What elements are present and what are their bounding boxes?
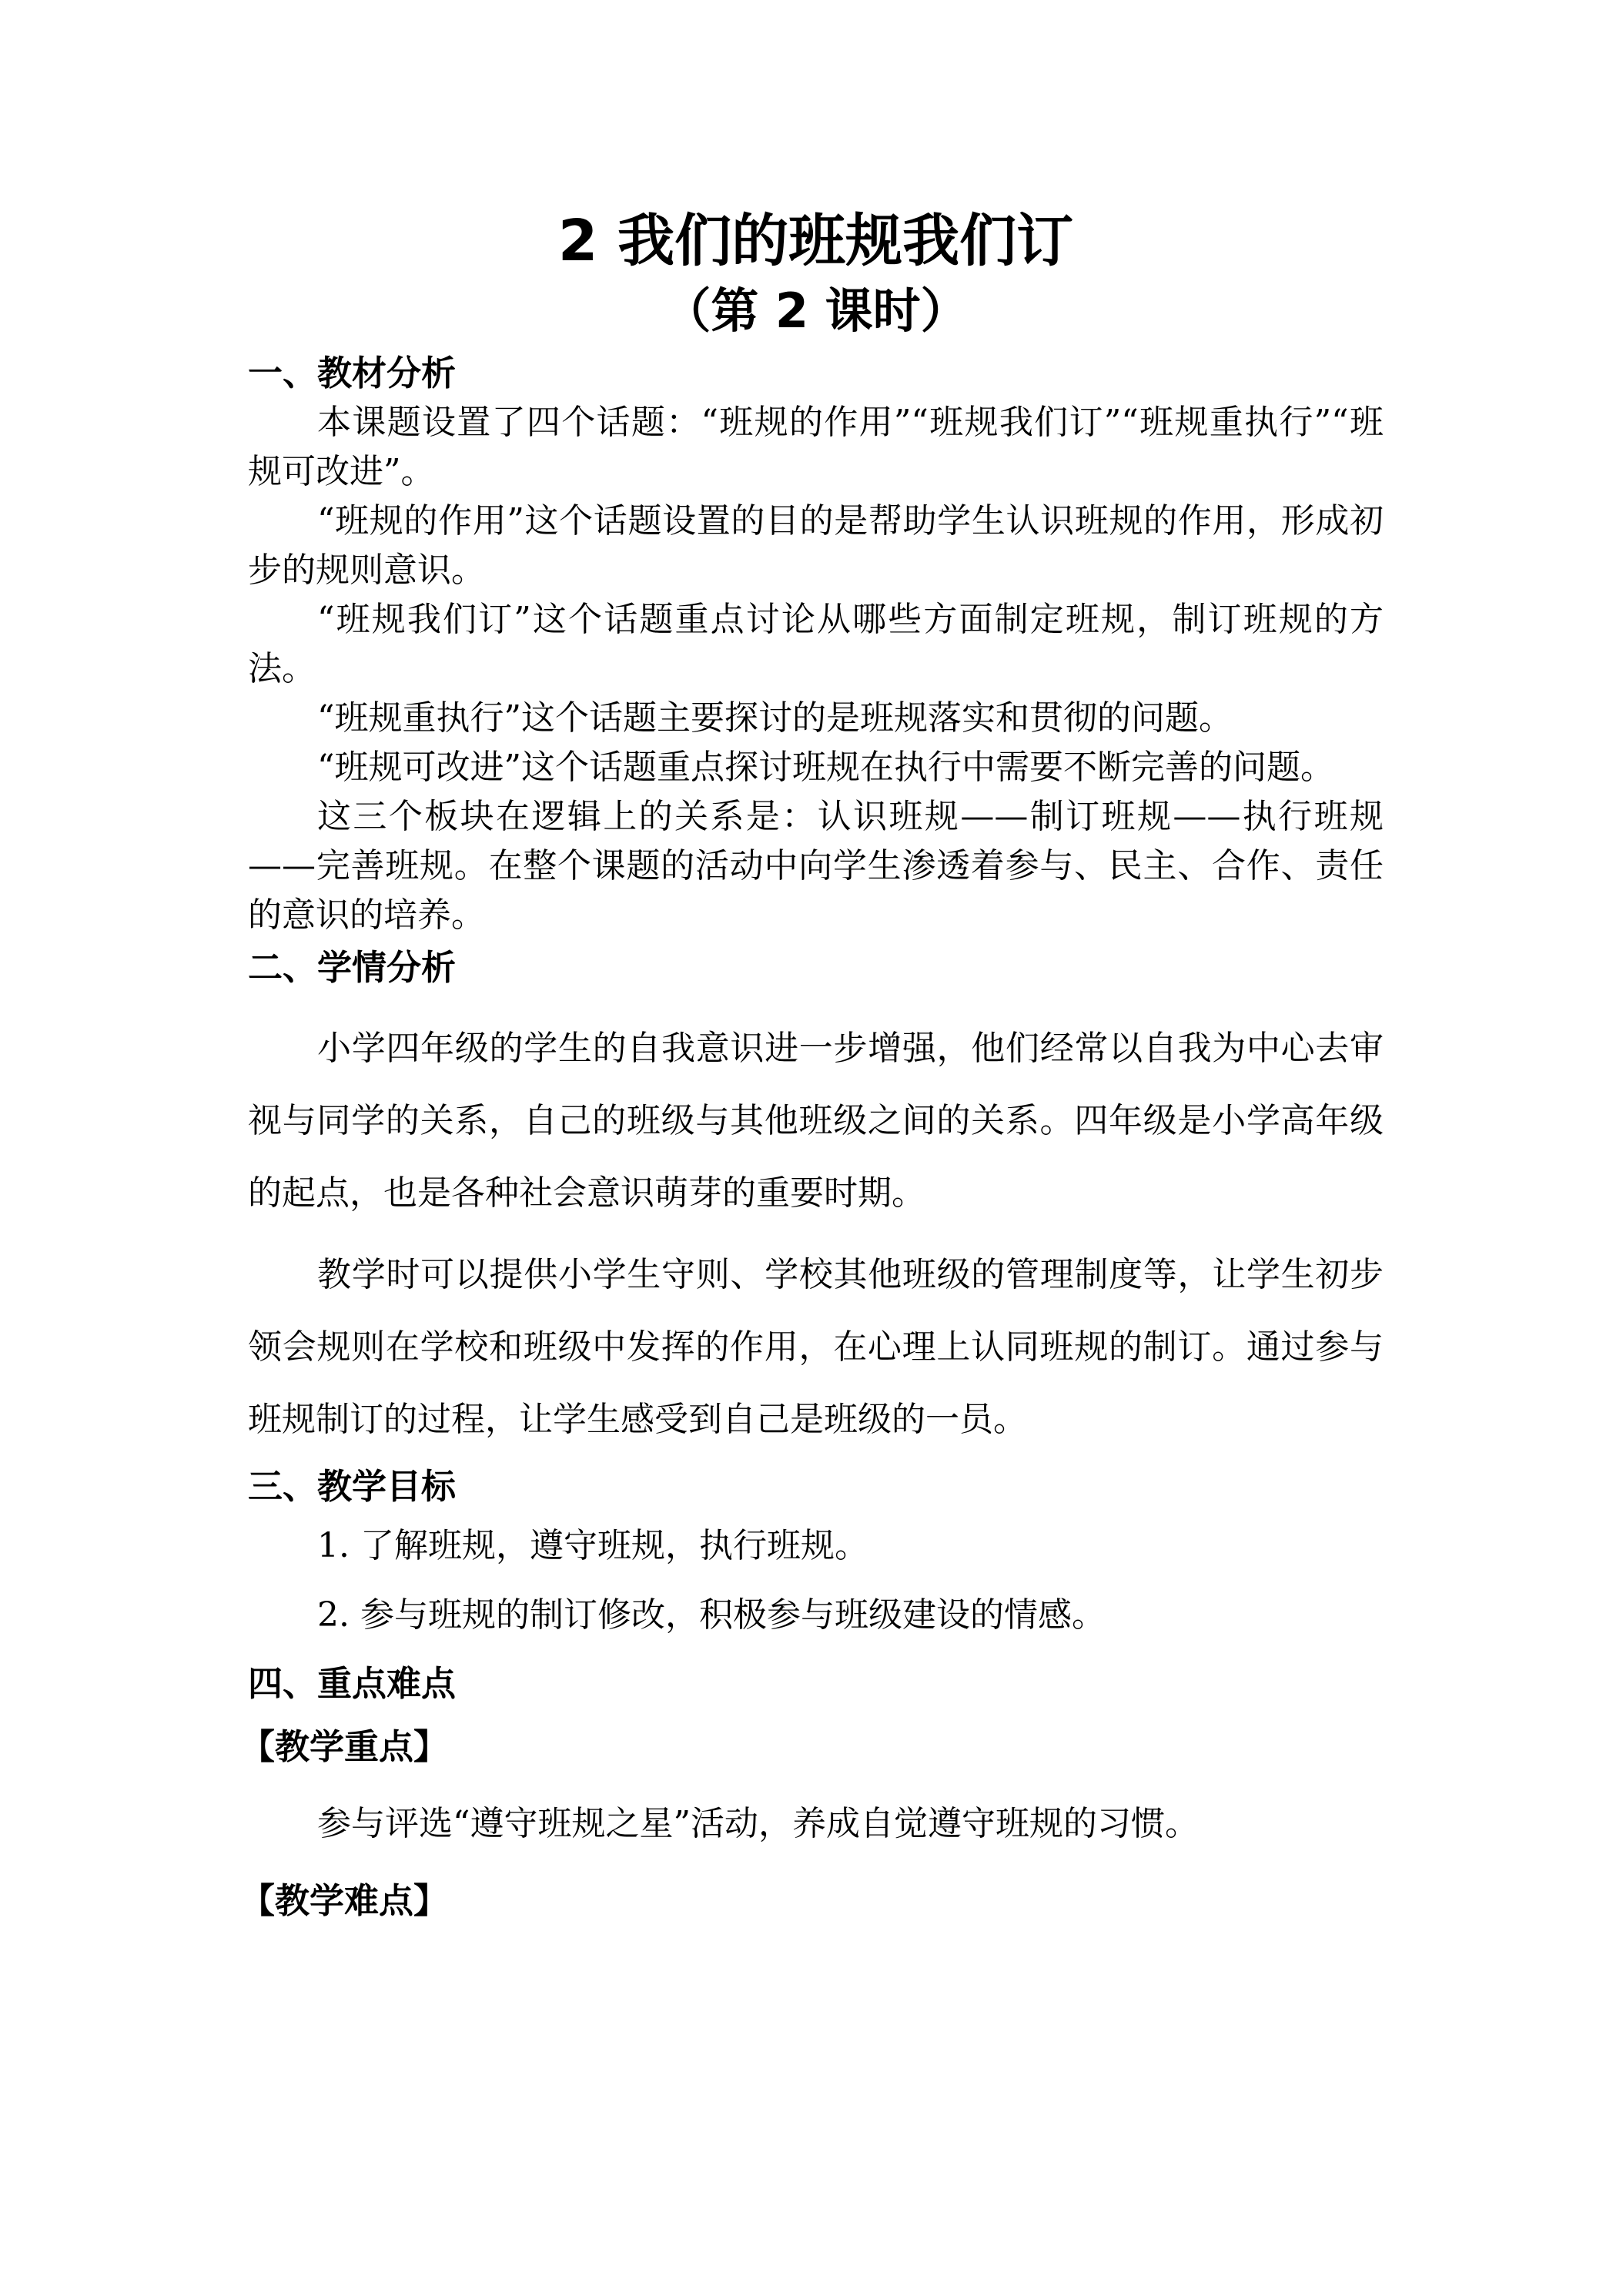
- paragraph: 这三个板块在逻辑上的关系是：认识班规——制订班规——执行班规——完善班规。在整个课题的活动中向学生渗透着参与、民主、合作、责任的意识的培养。: [248, 797, 1384, 935]
- paragraph: 教学时可以提供小学生守则、学校其他班级的管理制度等，让学生初步领会规则在学校和班级中发挥的作用，在心理上认同班规的制订。通过参与班规制订的过程，让学生感受到自己是班级的一员。: [248, 1255, 1384, 1439]
- section-heading: 四、重点难点: [248, 1663, 457, 1704]
- section-textbook-analysis: [248, 349, 1384, 940]
- section-heading: 二、学情分析: [248, 947, 457, 988]
- paragraph: 本课题设置了四个话题：“班规的作用”“班规我们订”“班规重执行”“班规可改进”。: [248, 403, 1384, 491]
- paragraph: 小学四年级的学生的自我意识进一步增强，他们经常以自我为中心去审视与同学的关系，自己的班级与其他班级之间的关系。四年级是小学高年级的起点，也是各种社会意识萌芽的重要时期。: [248, 1029, 1384, 1213]
- section-heading: 三、教学目标: [248, 1466, 457, 1507]
- teaching-focus-block: [240, 1722, 1384, 1926]
- paragraph: “班规的作用”这个话题设置的目的是帮助学生认识班规的作用，形成初步的规则意识。: [248, 501, 1384, 590]
- paragraph: “班规重执行”这个话题主要探讨的是班规落实和贯彻的问题。: [317, 698, 1233, 738]
- objective-item: 1. 了解班规，遵守班规，执行班规。: [317, 1526, 868, 1565]
- paragraph: “班规我们订”这个话题重点讨论从哪些方面制定班规，制订班规的方法。: [248, 600, 1384, 688]
- section-student-analysis: [248, 943, 1384, 1456]
- lesson-title: 2 我们的班规我们订: [557, 208, 1074, 274]
- teaching-focus-text: 参与评选“遵守班规之星”活动，养成自觉遵守班规的习惯。: [317, 1804, 1199, 1843]
- section-teaching-objectives: [248, 1462, 1384, 1650]
- lesson-subtitle: （第 2 课时）: [663, 283, 969, 339]
- section-key-points: [240, 1659, 1384, 1926]
- teaching-difficulty-heading: 【教学难点】: [240, 1880, 449, 1921]
- section-heading: 一、教材分析: [248, 353, 457, 393]
- paragraph: “班规可改进”这个话题重点探讨班规在执行中需要不断完善的问题。: [317, 748, 1334, 787]
- teaching-focus-heading: 【教学重点】: [240, 1726, 449, 1767]
- document-body: [240, 204, 1384, 1940]
- objective-item: 2. 参与班规的制订修改，积极参与班级建设的情感。: [317, 1595, 1106, 1635]
